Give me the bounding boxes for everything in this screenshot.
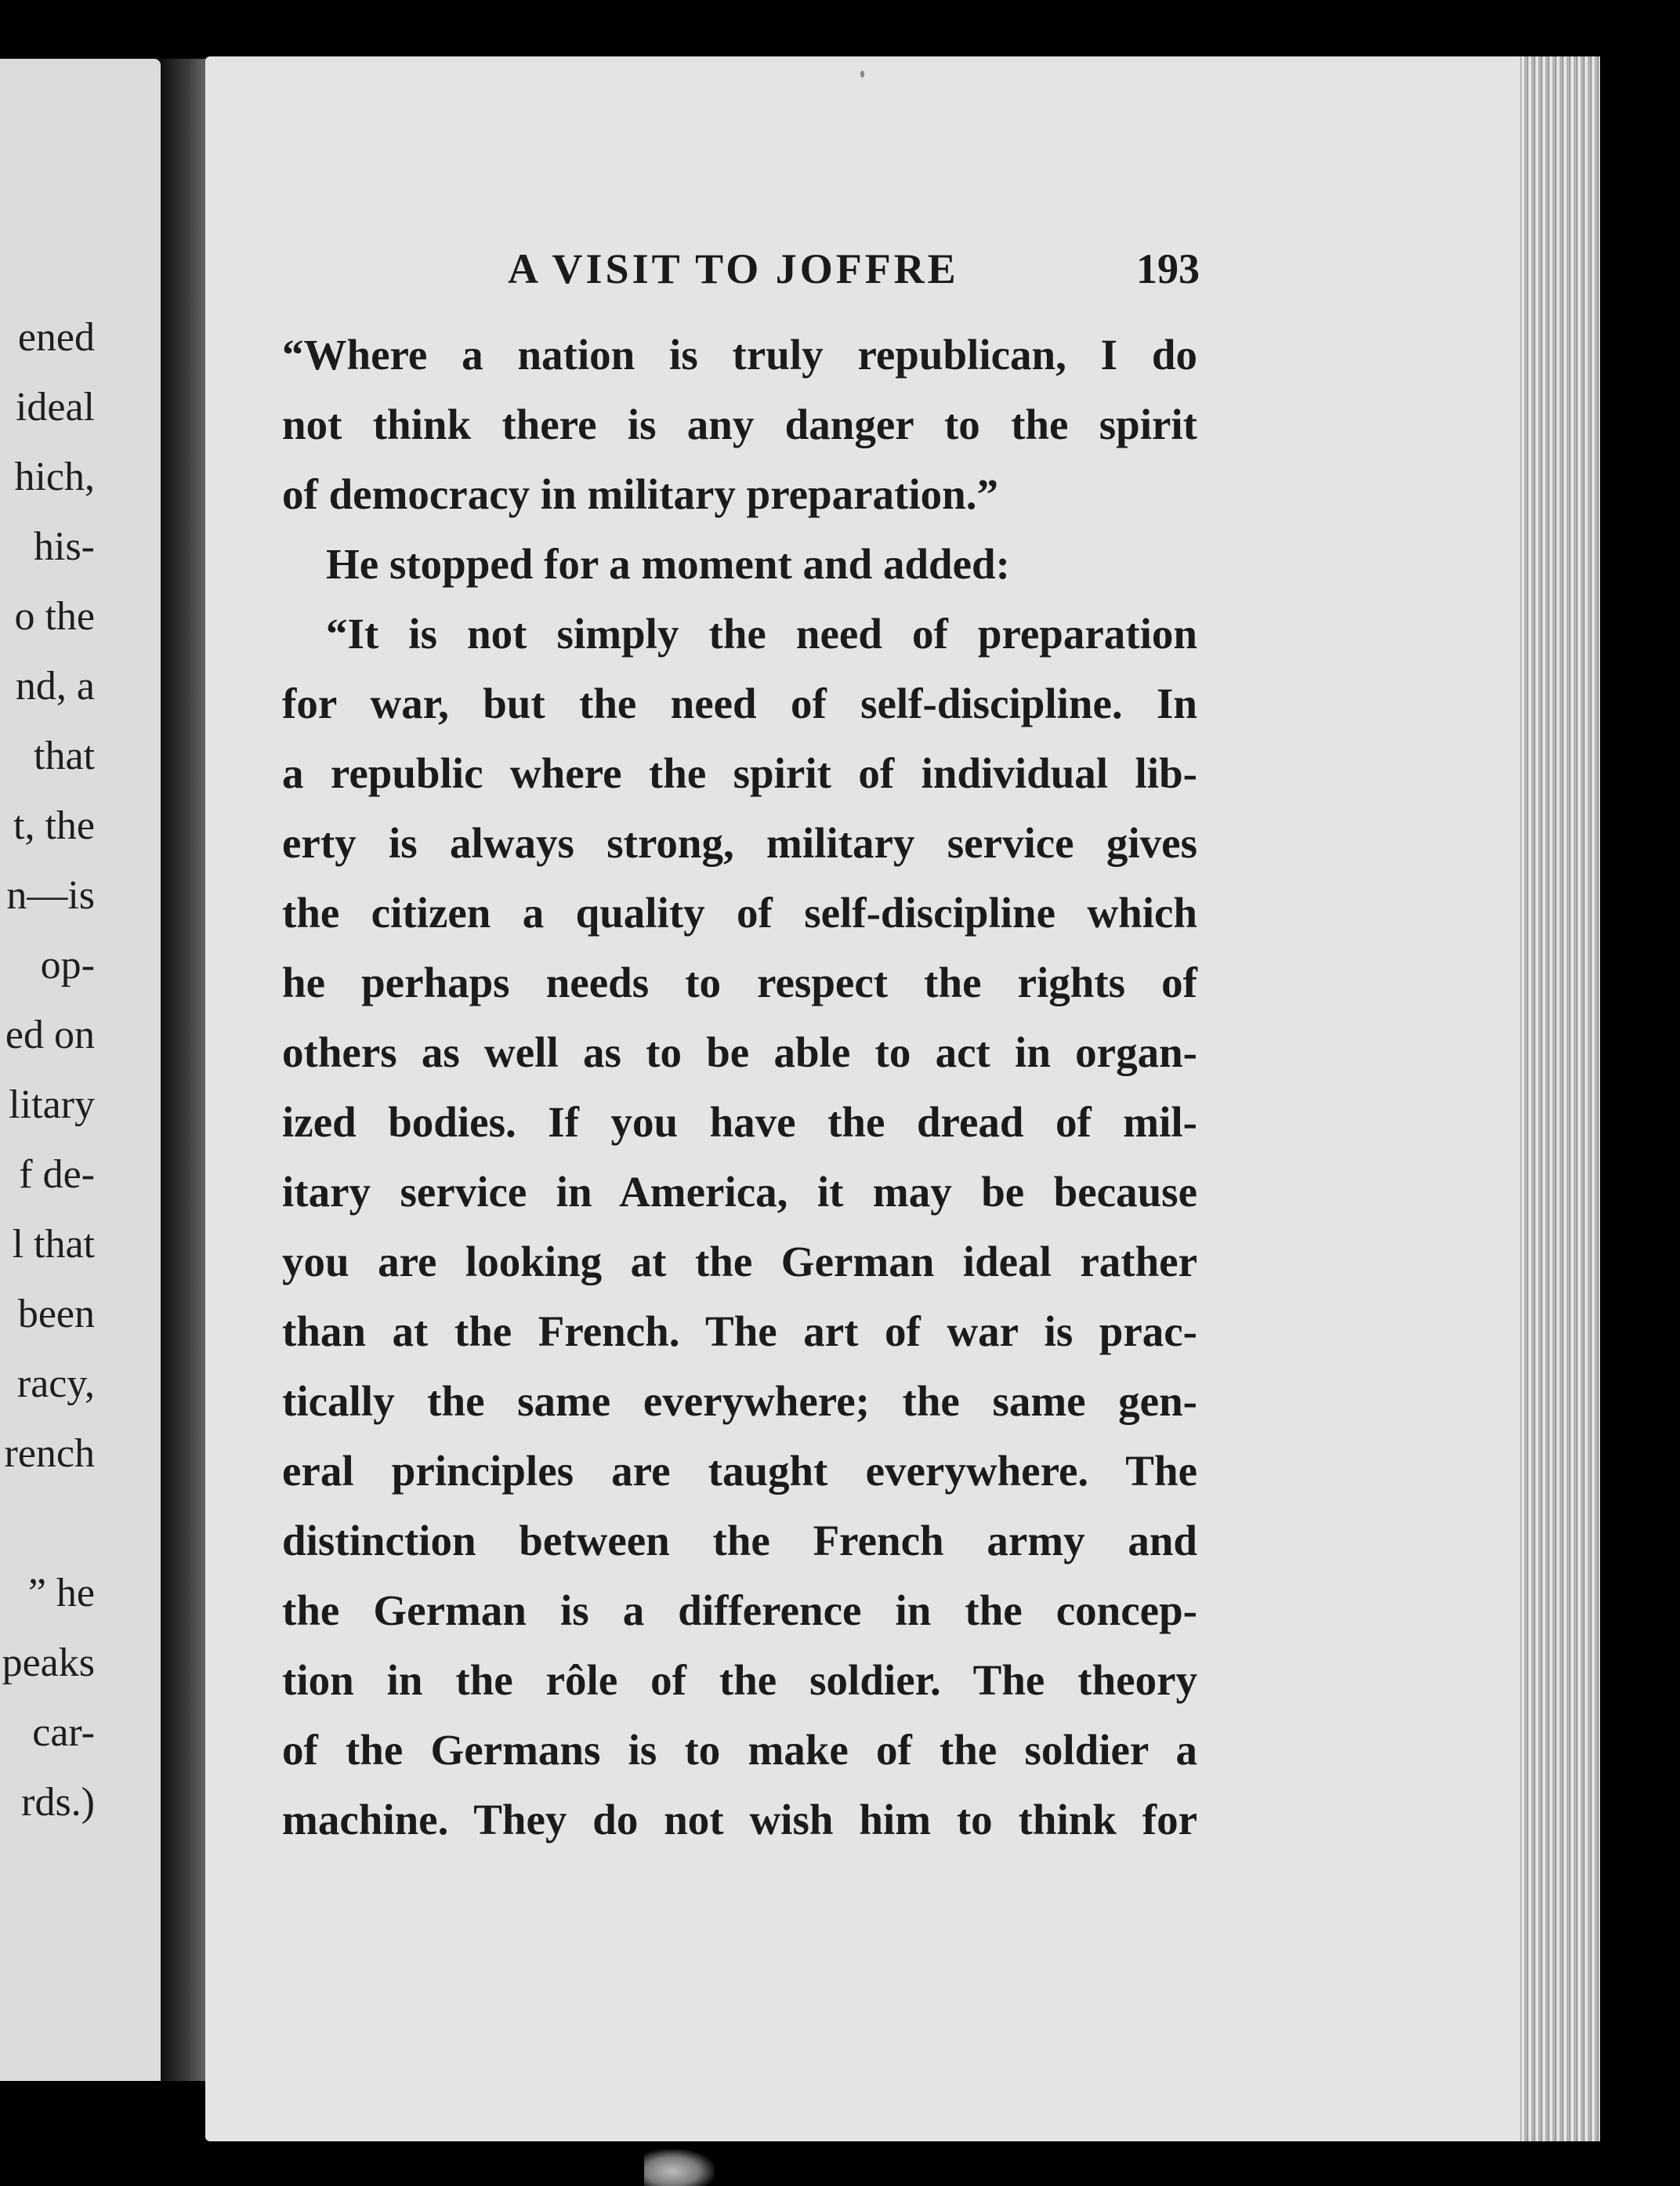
text-line: you are looking at the German ideal rather [282,1238,1197,1285]
page-number: 193 [1136,245,1200,292]
text-line: ized bodies. If you have the dread of mil- [282,1098,1197,1146]
left-page [0,59,161,2081]
dust-speck [860,71,864,78]
left-page-fragment: op- [40,943,95,988]
text-line: erty is always strong, military service gives [282,819,1197,867]
left-page-fragment: litary [9,1082,95,1127]
left-page-fragment: ” he [27,1571,95,1615]
text-line: He stopped for a moment and added: [326,540,1010,588]
left-page-fragment: n—is [6,873,95,918]
text-line: eral principles are taught everywhere. The [282,1447,1197,1495]
text-line: “Where a nation is truly republican, I do [282,331,1197,379]
text-line: “It is not simply the need of preparation [326,610,1197,658]
left-page-fragment: his- [34,524,95,569]
text-line: itary service in America, it may be because [282,1168,1197,1216]
left-page-fragment: ideal [15,385,95,430]
left-page-fragment: rench [4,1431,95,1476]
left-page-fragment: o the [14,594,95,639]
page-edges [1520,56,1600,2141]
text-line: of the Germans is to make of the soldier a [282,1726,1197,1774]
left-page-fragment: t, the [13,803,95,848]
text-line: not think there is any danger to the spirit [282,401,1197,448]
text-line: tically the same everywhere; the same gen- [282,1377,1197,1425]
left-page-fragment: f de- [19,1152,95,1197]
left-page-fragment: that [34,734,95,778]
left-page-fragment: car- [32,1710,95,1755]
text-line: others as well as to be able to act in organ- [282,1028,1197,1076]
left-page-fragment: hich, [14,455,95,499]
left-page-fragment: ened [17,315,95,360]
left-page-fragment: ed on [5,1013,95,1057]
left-page-fragment: nd, a [15,664,95,709]
left-page-fragment: racy, [16,1361,95,1406]
text-line: distinction between the French army and [282,1517,1197,1564]
text-line: he perhaps needs to respect the rights of [282,959,1197,1006]
text-line: of democracy in military preparation.” [282,470,998,518]
left-page-fragment: peaks [2,1640,95,1685]
text-line: for war, but the need of self-discipline. In [282,680,1197,727]
left-page-fragment: been [17,1292,95,1336]
text-line: tion in the rôle of the soldier. The theory [282,1656,1197,1704]
left-page-fragment: rds.) [21,1780,95,1825]
running-header: A VISIT TO JOFFRE [508,245,959,292]
text-line: the citizen a quality of self-discipline which [282,889,1197,937]
text-line: machine. They do not wish him to think for [282,1796,1197,1843]
text-line: a republic where the spirit of individual lib- [282,749,1197,797]
text-line: than at the French. The art of war is prac- [282,1307,1197,1355]
left-page-fragment: l that [12,1222,95,1267]
scan-artifact [644,2149,715,2186]
book-gutter [161,59,208,2081]
text-line: the German is a difference in the concep- [282,1586,1197,1634]
